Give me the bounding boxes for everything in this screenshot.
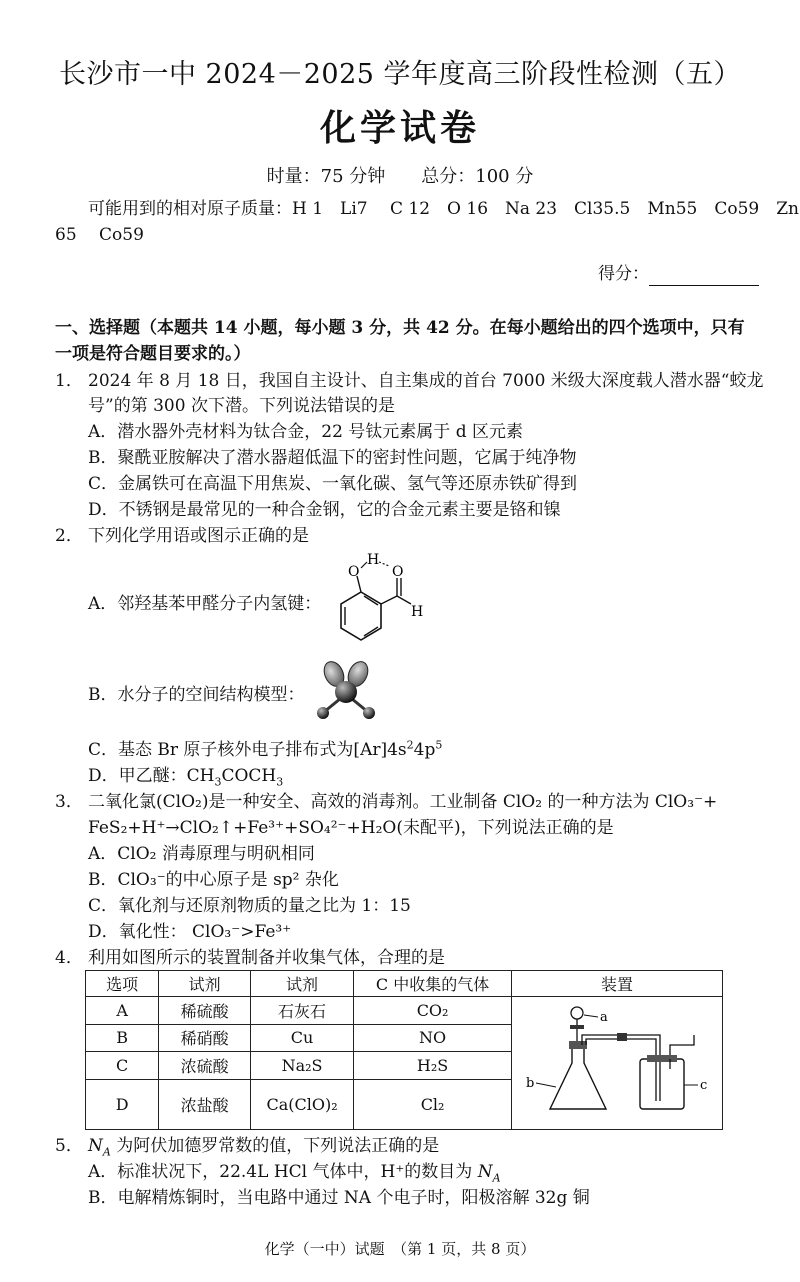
q3-stem-text: 二氧化氯(ClO₂)是一种安全、高效的消毒剂。工业制备 ClO₂ 的一种方法为 ClO₃⁻+ bbox=[88, 792, 718, 812]
atomic-masses-line1: 可能用到的相对原子质量：H 1 Li7 C 12 O 16 Na 23 Cl35.5 Mn55 Co59 Zn bbox=[88, 199, 799, 219]
exam-time: 时量：75 分钟 bbox=[266, 166, 386, 187]
q2-option-a: A．邻羟基苯甲醛分子内氢键： bbox=[88, 594, 322, 614]
q5-option-b: B．电解精炼铜时，当电路中通过 NA 个电子时，阳极溶解 32g 铜 bbox=[88, 1188, 590, 1208]
table-cell: D bbox=[86, 1079, 159, 1129]
q5-option-a-na-sub: A bbox=[492, 1171, 501, 1185]
mol-o2-label: O bbox=[392, 564, 404, 580]
q2-number: 2． bbox=[55, 526, 83, 546]
table-cell: 石灰石 bbox=[250, 997, 353, 1025]
gas-apparatus-diagram bbox=[512, 997, 722, 1125]
table-cell: B bbox=[86, 1024, 159, 1052]
q5-option-a bbox=[88, 1160, 501, 1184]
q5-option-a-na: N bbox=[477, 1162, 493, 1182]
apparatus-cell bbox=[512, 997, 723, 1130]
q1-option-c: C．金属铁可在高温下用焦炭、一氧化碳、氢气等还原赤铁矿得到 bbox=[88, 474, 578, 494]
q4-stem-text: 利用如图所示的装置制备并收集气体，合理的是 bbox=[88, 948, 445, 968]
table-cell: A bbox=[86, 997, 159, 1025]
q2-option-c-sup2: 5 bbox=[435, 738, 443, 752]
section1-heading-line2: 一项是符合题目要求的。） bbox=[55, 344, 251, 364]
q2-option-d-sub2: 3 bbox=[276, 775, 284, 789]
table-cell: H₂S bbox=[354, 1052, 512, 1080]
page-footer: 化学（一中）试题 （第 1 页，共 8 页） bbox=[264, 1240, 536, 1258]
label-b: b bbox=[526, 1076, 535, 1091]
water-molecule-model bbox=[310, 660, 385, 725]
table-header-cell: 选项 bbox=[86, 971, 159, 997]
table-header-cell: 试剂 bbox=[159, 971, 251, 997]
label-a: a bbox=[600, 1010, 608, 1025]
q4-stem bbox=[55, 946, 445, 970]
score-field bbox=[598, 262, 759, 286]
q3-option-c: C．氧化剂与还原剂物质的量之比为 1：15 bbox=[88, 896, 411, 916]
q2-option-b: B．水分子的空间结构模型： bbox=[88, 685, 305, 705]
score-label: 得分： bbox=[598, 264, 649, 284]
mol-o1-label: O bbox=[348, 564, 360, 580]
q1-option-a: A．潜水器外壳材料为钛合金，22 号钛元素属于 d 区元素 bbox=[88, 422, 524, 442]
q2-option-d-mid: COCH bbox=[221, 766, 277, 786]
q5-stem-text: 为阿伏加德罗常数的值，下列说法正确的是 bbox=[110, 1136, 440, 1156]
table-cell: Ca(ClO)₂ bbox=[250, 1079, 353, 1129]
q2-option-c bbox=[88, 738, 442, 762]
table-cell: C bbox=[86, 1052, 159, 1080]
table-header-cell: 试剂 bbox=[250, 971, 353, 997]
q2-option-d-text: D．甲乙醚：CH bbox=[88, 766, 215, 786]
exam-meta bbox=[0, 162, 800, 188]
salicylaldehyde-structure bbox=[325, 552, 435, 647]
q5-stem bbox=[55, 1134, 439, 1158]
table-cell: Cl₂ bbox=[354, 1079, 512, 1129]
q2-option-d bbox=[88, 764, 283, 788]
subject-title: 化学试卷 bbox=[319, 107, 480, 149]
q5-na-symbol: N bbox=[88, 1136, 103, 1156]
q1-option-d: D．不锈钢是最常见的一种合金钢，它的合金元素主要是铬和镍 bbox=[88, 500, 561, 520]
mol-h2-label: H bbox=[411, 604, 424, 620]
q2-option-d-sub1: 3 bbox=[214, 775, 222, 789]
q4-number: 4． bbox=[55, 948, 83, 968]
q2-stem-text: 下列化学用语或图示正确的是 bbox=[88, 526, 309, 546]
q3-stem-line2: FeS₂+H⁺→ClO₂↑+Fe³⁺+SO₄²⁻+H₂O(未配平)，下列说法正确的是 bbox=[88, 818, 614, 838]
score-blank[interactable] bbox=[649, 267, 759, 286]
table-cell: 稀硝酸 bbox=[159, 1024, 251, 1052]
table-header-cell: C 中收集的气体 bbox=[354, 971, 512, 997]
q2-option-c-mid: 4p bbox=[413, 740, 436, 760]
q1-stem-line1 bbox=[55, 369, 764, 393]
q5-na-sub: A bbox=[102, 1145, 111, 1159]
q3-number: 3． bbox=[55, 792, 83, 812]
q3-stem-line1 bbox=[55, 790, 717, 814]
table-cell: NO bbox=[354, 1024, 512, 1052]
table-header-cell: 装置 bbox=[512, 971, 723, 997]
q1-number: 1． bbox=[55, 371, 83, 391]
q2-stem bbox=[55, 524, 309, 548]
q1-stem-text: 2024 年 8 月 18 日，我国自主设计、自主集成的首台 7000 米级大深度载人潜水器“蛟龙 bbox=[88, 371, 764, 391]
q5-option-a-text: A．标准状况下，22.4L HCl 气体中，H⁺的数目为 bbox=[88, 1162, 478, 1182]
q2-option-c-sup1: 2 bbox=[406, 738, 414, 752]
table-header-row bbox=[86, 971, 723, 997]
q1-stem-line2: 号”的第 300 次下潜。下列说法错误的是 bbox=[88, 396, 395, 416]
table-cell: 稀硫酸 bbox=[159, 997, 251, 1025]
q2-option-c-text: C．基态 Br 原子核外电子排布式为[Ar]4s bbox=[88, 740, 407, 760]
mol-h-label: H bbox=[367, 552, 380, 568]
q3-option-d: D．氧化性： ClO₃⁻>Fe³⁺ bbox=[88, 922, 292, 942]
table-cell: CO₂ bbox=[354, 997, 512, 1025]
atomic-masses-line2: 65 Co59 bbox=[55, 225, 144, 245]
q5-number: 5． bbox=[55, 1136, 83, 1156]
section1-heading-line1: 一、选择题（本题共 14 小题，每小题 3 分，共 42 分。在每小题给出的四个选项中，只有 bbox=[55, 318, 745, 338]
q3-option-a: A．ClO₂ 消毒原理与明矾相同 bbox=[88, 844, 315, 864]
exam-total-score: 总分：100 分 bbox=[421, 166, 534, 187]
q3-option-b: B．ClO₃⁻的中心原子是 sp² 杂化 bbox=[88, 870, 339, 890]
table-cell: 浓硫酸 bbox=[159, 1052, 251, 1080]
table-cell: Na₂S bbox=[250, 1052, 353, 1080]
label-c: c bbox=[700, 1078, 708, 1093]
table-cell: 浓盐酸 bbox=[159, 1079, 251, 1129]
table-row bbox=[86, 997, 723, 1025]
q1-option-b: B．聚酰亚胺解决了潜水器超低温下的密封性问题，它属于纯净物 bbox=[88, 448, 577, 468]
q4-table bbox=[85, 970, 723, 1130]
exam-title: 长沙市一中 2024－2025 学年度高三阶段性检测（五） bbox=[58, 59, 742, 90]
table-cell: Cu bbox=[250, 1024, 353, 1052]
